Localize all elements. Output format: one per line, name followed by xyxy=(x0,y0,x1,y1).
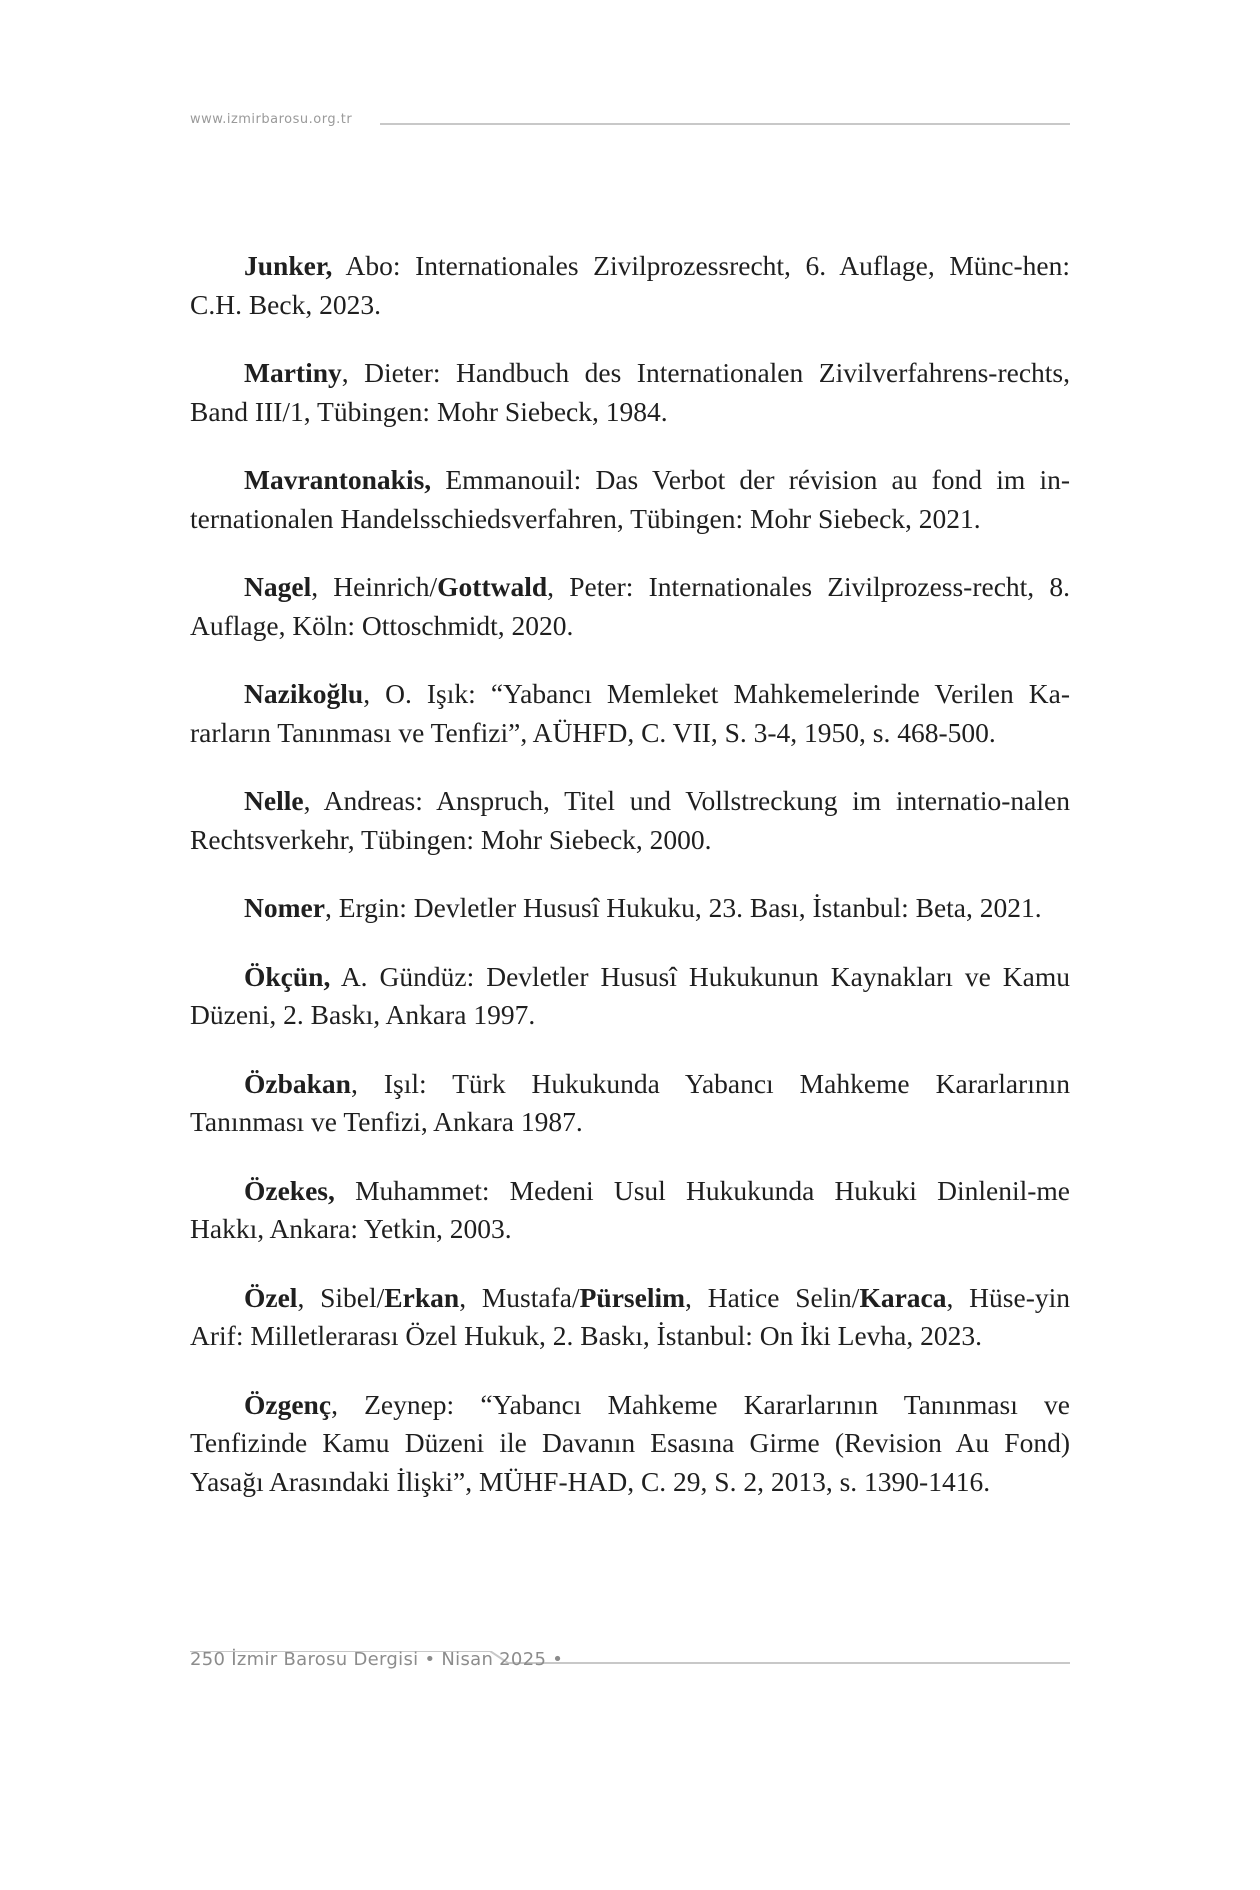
author-name: Karaca xyxy=(859,1281,947,1313)
bibliography-entry xyxy=(190,782,1070,859)
author-name: Nagel xyxy=(244,571,312,602)
author-name: Martiny xyxy=(244,357,342,388)
bibliography-entry xyxy=(190,1386,1070,1502)
citation-text: Emmanouil: Das Verbot der révision au fond im in-ternationalen Handelsschiedsverfahren, Tübingen: Mohr Siebeck, 2021. xyxy=(190,464,1070,534)
citation-text: , Işıl: Türk Hukukunda Yabancı Mahkeme Kararlarının Tanınması ve Tenfizi, Ankara 1987. xyxy=(190,1067,1070,1137)
bibliography-entry xyxy=(190,958,1070,1035)
bibliography-entry xyxy=(190,675,1070,752)
footer-text: 250 İzmir Barosu Dergisi • Nisan 2025 • xyxy=(190,1649,564,1670)
author-name: Nomer xyxy=(244,892,325,923)
citation-text: , O. Işık: “Yabancı Memleket Mahkemelerinde Verilen Ka-rarların Tanınması ve Tenfizi”, AÜHFD, C. VII, S. 3-4, 1950, s. 468-500. xyxy=(190,678,1070,748)
citation-text: , Hatice Selin/ xyxy=(685,1281,860,1313)
bibliography-entry xyxy=(190,247,1070,324)
author-name: Özgenç xyxy=(244,1388,332,1420)
author-name: Ökçün, xyxy=(244,960,331,992)
citation-text: , Peter: Internationales Zivilprozess-recht, 8. Auflage, Köln: Ottoschmidt, 2020. xyxy=(190,571,1071,641)
citation-text: , Ergin: Devletler Hususî Hukuku, 23. Bası, İstanbul: Beta, 2021. xyxy=(324,892,1042,923)
author-name: Mavrantonakis, xyxy=(244,464,432,495)
author-name: Özekes, xyxy=(244,1174,335,1206)
citation-text: , Zeynep: “Yabancı Mahkeme Kararlarının Tanınması ve Tenfizinde Kamu Düzeni ile Davanın Esasına Girme (Revision Au Fond) Yasağı Arasındaki İlişki”, MÜHF-HAD, C. 29, S. 2, 2013, s. 1390-1416. xyxy=(190,1388,1070,1497)
citation-text: , Hüse-yin Arif: Milletlerarası Özel Hukuk, 2. Baskı, İstanbul: On İki Levha, 2023. xyxy=(190,1281,1070,1351)
author-name: Junker, xyxy=(244,250,333,281)
citation-text: Abo: Internationales Zivilprozessrecht, 6. Auflage, Münc-hen: C.H. Beck, 2023. xyxy=(190,250,1070,320)
bibliography-entry xyxy=(190,568,1070,645)
bibliography-entry xyxy=(190,1172,1070,1249)
header-url: www.izmirbarosu.org.tr xyxy=(190,112,358,127)
bibliography-entry xyxy=(190,461,1070,538)
citation-text: Muhammet: Medeni Usul Hukukunda Hukuki Dinlenil-me Hakkı, Ankara: Yetkin, 2003. xyxy=(190,1174,1070,1244)
author-name: Özel xyxy=(244,1281,298,1313)
bibliography-list xyxy=(190,247,1070,1531)
citation-text: , Sibel/ xyxy=(297,1281,385,1313)
page-header xyxy=(190,112,1070,132)
citation-text: , Andreas: Anspruch, Titel und Vollstreckung im internatio-nalen Rechtsverkehr, Tübingen: Mohr Siebeck, 2000. xyxy=(190,785,1070,855)
author-name: Nelle xyxy=(244,785,304,816)
author-name: Pürselim xyxy=(579,1281,686,1313)
citation-text: , Heinrich/ xyxy=(311,571,438,602)
author-name: Gottwald xyxy=(437,571,548,602)
bibliography-entry xyxy=(190,354,1070,431)
citation-text: , Mustafa/ xyxy=(459,1281,580,1313)
author-name: Özbakan xyxy=(244,1067,351,1099)
bibliography-entry xyxy=(190,889,1070,928)
page-footer xyxy=(190,1651,1070,1677)
bibliography-entry xyxy=(190,1279,1070,1356)
author-name: Erkan xyxy=(384,1281,460,1313)
citation-text: A. Gündüz: Devletler Hususî Hukukunun Kaynakları ve Kamu Düzeni, 2. Baskı, Ankara 1997. xyxy=(190,960,1070,1030)
bibliography-entry xyxy=(190,1065,1070,1142)
author-name: Nazikoğlu xyxy=(244,678,364,709)
citation-text: , Dieter: Handbuch des Internationalen Zivilverfahrens-rechts, Band III/1, Tübingen: Mohr Siebeck, 1984. xyxy=(190,357,1070,427)
header-rule xyxy=(380,123,1070,125)
